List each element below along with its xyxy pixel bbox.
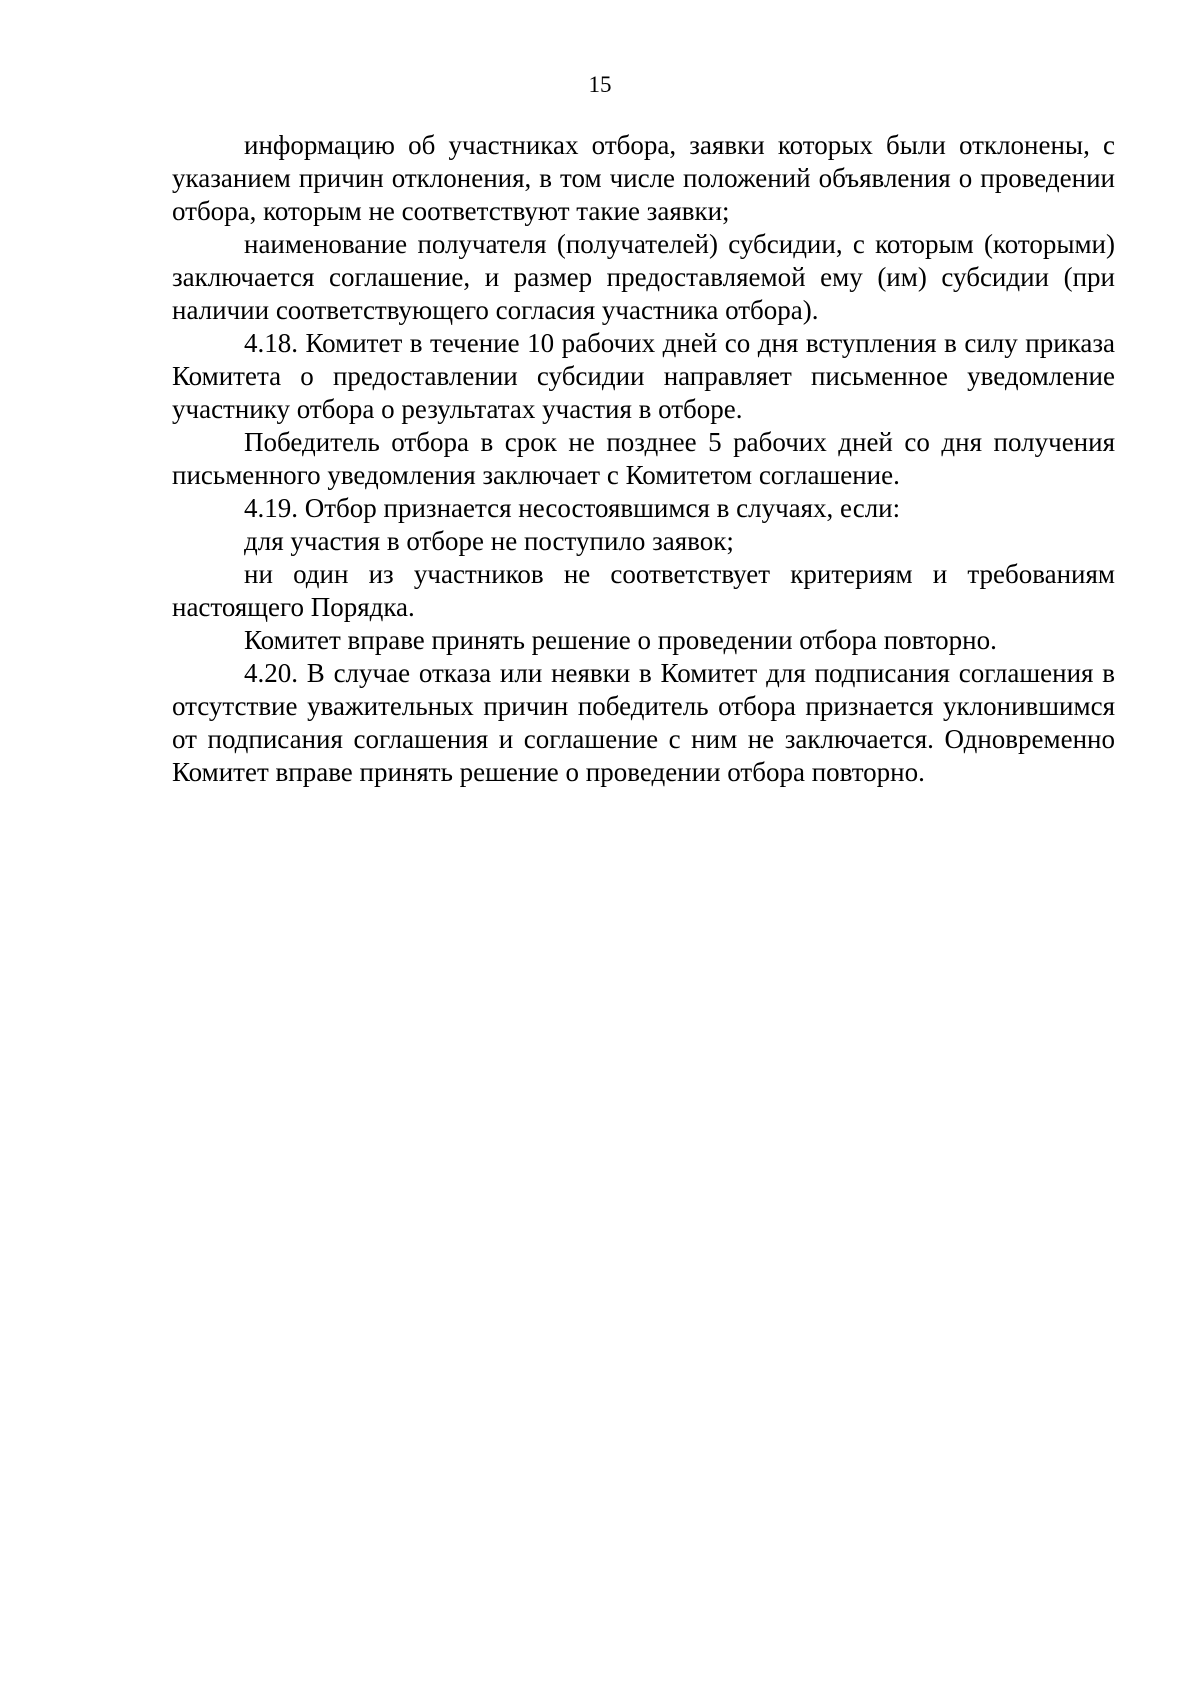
paragraph-recipient-name: наименование получателя (получателей) субсидии, с которым (которыми) заключается соглашение, и размер предоставляемой ему (им) субсидии (при наличии соответствующего согласия участника отбора).: [172, 229, 1115, 325]
paragraph-rejected-applicants: информацию об участниках отбора, заявки которых были отклонены, с указанием причин отклонения, в том числе положений объявления о проведении отбора, которым не соответствуют такие заявки;: [172, 130, 1115, 226]
paragraph-4-19: 4.19. Отбор признается несостоявшимся в случаях, если:: [244, 493, 901, 523]
paragraph-4-18: 4.18. Комитет в течение 10 рабочих дней со дня вступления в силу приказа Комитета о предоставлении субсидии направляет письменное уведомление участнику отбора о результатах участия в отборе.: [172, 328, 1115, 424]
paragraph-4-20: 4.20. В случае отказа или неявки в Комитет для подписания соглашения в отсутствие уважительных причин победитель отбора признается уклонившимся от подписания соглашения и соглашение с ним не заключается. Одновременно Комитет вправе принять решение о проведении отбора повторно.: [172, 658, 1115, 787]
paragraph-winner-agreement: Победитель отбора в срок не позднее 5 рабочих дней со дня получения письменного уведомления заключает с Комитетом соглашение.: [172, 427, 1115, 490]
page-number: 15: [588, 72, 612, 97]
paragraph-no-applications: для участия в отборе не поступило заявок;: [244, 526, 734, 556]
paragraph-no-compliance: ни один из участников не соответствует критериям и требованиям настоящего Порядка.: [172, 559, 1115, 622]
document-body: [172, 129, 1115, 789]
paragraph-repeat-selection: Комитет вправе принять решение о проведении отбора повторно.: [244, 625, 997, 655]
